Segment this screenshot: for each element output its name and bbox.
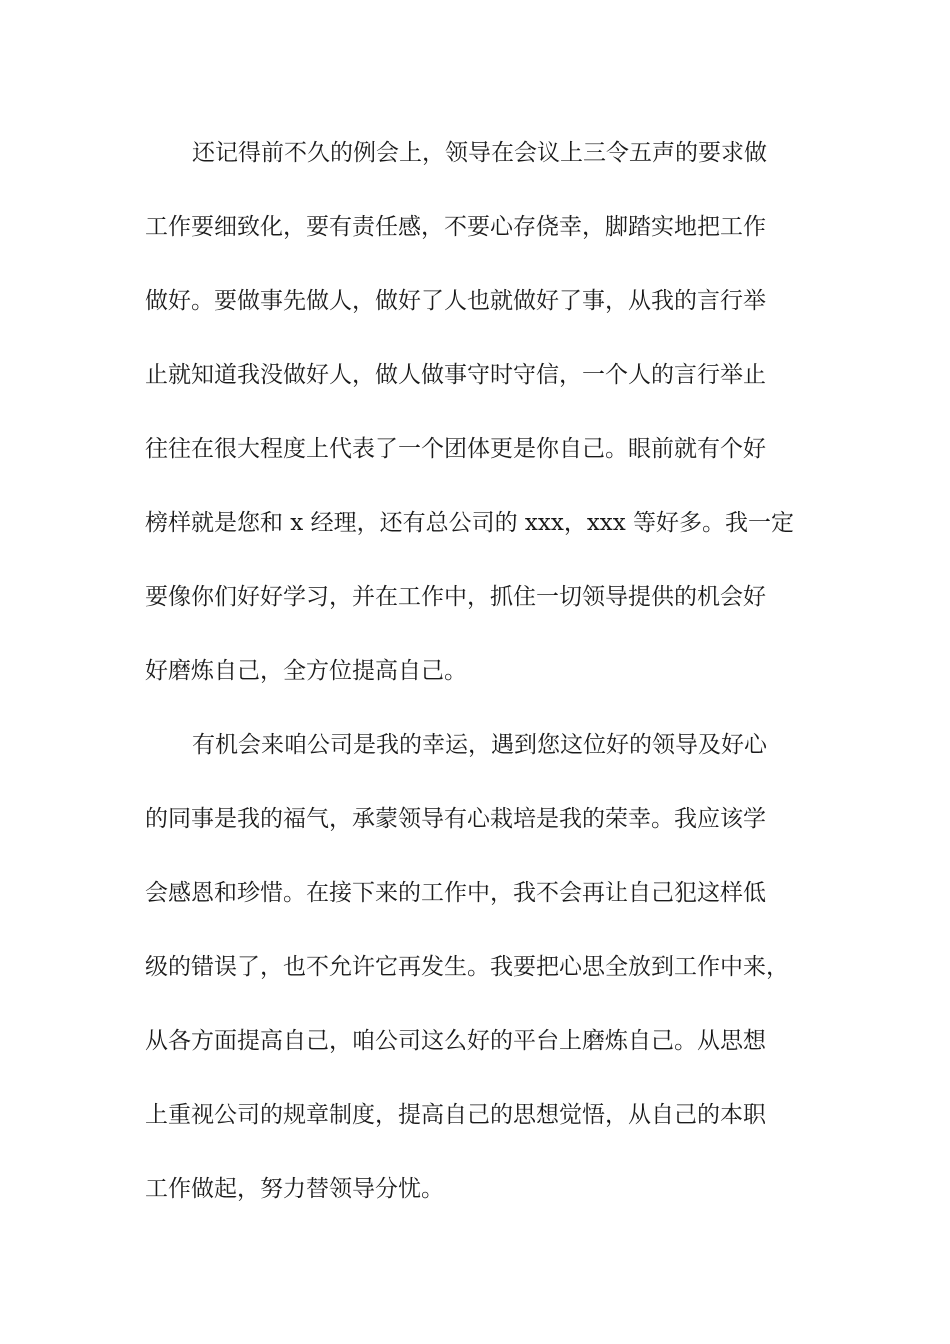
paragraph-2-line-1: 有机会来咱公司是我的幸运，遇到您这位好的领导及好心	[192, 732, 767, 758]
paragraph-2-line-3: 会感恩和珍惜。在接下来的工作中，我不会再让自己犯这样低	[145, 880, 766, 906]
paragraph-1-line-7: 要像你们好好学习，并在工作中，抓住一切领导提供的机会好	[145, 584, 766, 610]
paragraph-2-line-2: 的同事是我的福气，承蒙领导有心栽培是我的荣幸。我应该学	[145, 806, 766, 832]
paragraph-1-line-1: 还记得前不久的例会上，领导在会议上三令五声的要求做	[192, 140, 767, 166]
paragraph-1-line-3: 做好。要做事先做人，做好了人也就做好了事，从我的言行举	[145, 288, 766, 314]
paragraph-1-line-5: 往往在很大程度上代表了一个团体更是你自己。眼前就有个好	[145, 436, 766, 462]
paragraph-1-line-4: 止就知道我没做好人，做人做事守时守信，一个人的言行举止	[145, 362, 766, 388]
paragraph-2-line-7: 工作做起，努力替领导分忧。	[145, 1176, 444, 1202]
paragraph-1-line-8: 好磨炼自己，全方位提高自己。	[145, 658, 467, 684]
paragraph-1-line-6: 榜样就是您和 x 经理，还有总公司的 xxx，xxx 等好多。我一定	[145, 510, 795, 536]
paragraph-2-line-6: 上重视公司的规章制度，提高自己的思想觉悟，从自己的本职	[145, 1102, 766, 1128]
paragraph-1-line-2: 工作要细致化，要有责任感，不要心存侥幸，脚踏实地把工作	[145, 214, 766, 240]
paragraph-2-line-4: 级的错误了，也不允许它再发生。我要把心思全放到工作中来，	[145, 954, 789, 980]
paragraph-2-line-5: 从各方面提高自己，咱公司这么好的平台上磨炼自己。从思想	[145, 1028, 766, 1054]
